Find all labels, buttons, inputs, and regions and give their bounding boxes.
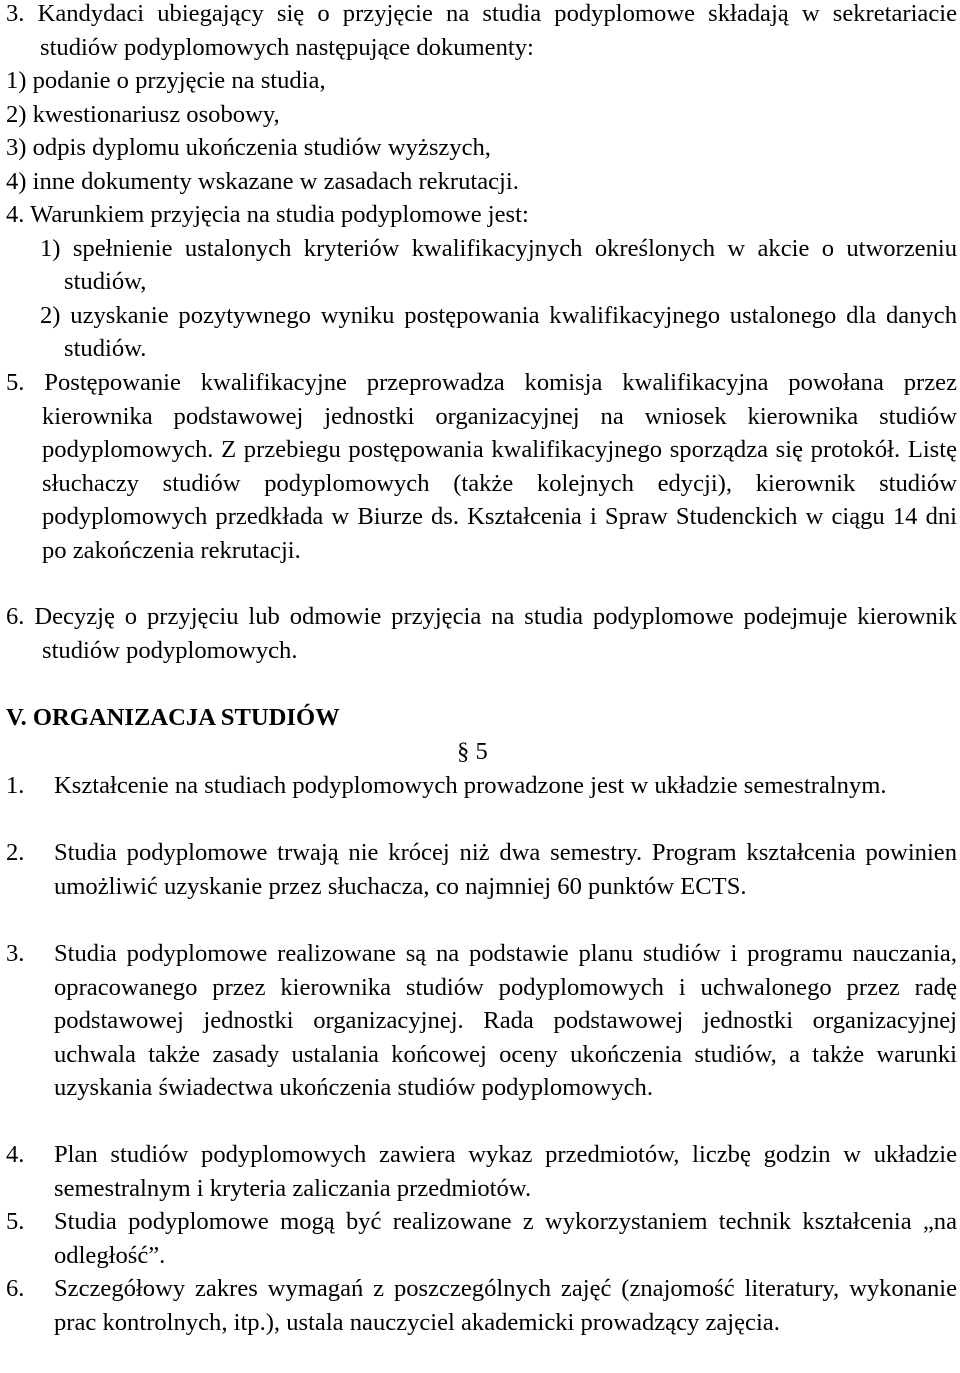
list-item: 3) odpis dyplomu ukończenia studiów wyższych, bbox=[6, 134, 491, 161]
section-6: 6. Decyzję o przyjęciu lub odmowie przyjęcia na studia podyplomowe podejmuje kierownik studiów podyplomowych. bbox=[6, 603, 957, 664]
item-number: 6. bbox=[6, 1275, 25, 1302]
item-number: 5. bbox=[6, 1208, 25, 1235]
item-text: Studia podyplomowe mogą być realizowane z wykorzystaniem technik kształcenia „na odległość”. bbox=[54, 1208, 957, 1269]
item-number: 1. bbox=[6, 772, 25, 799]
section-4 bbox=[6, 198, 957, 366]
list-item: 1) spełnienie ustalonych kryteriów kwalifikacyjnych określonych w akcie o utworzeniu studiów, bbox=[40, 234, 957, 295]
organization-item-4 bbox=[6, 1138, 957, 1205]
paragraph-mark: § 5 bbox=[457, 738, 488, 765]
item-text: Plan studiów podyplomowych zawiera wykaz przedmiotów, liczbę godzin w układzie semestralnym i kryteria zaliczania przedmiotów. bbox=[54, 1141, 957, 1202]
list-item: 2) uzyskanie pozytywnego wyniku postępowania kwalifikacyjnego ustalonego dla danych studiów. bbox=[40, 301, 957, 362]
section-5: 5. Postępowanie kwalifikacyjne przeprowadza komisja kwalifikacyjna powołana przez kierownika podstawowej jednostki organizacyjnej na wniosek kierownika studiów podyplomowych. Z przebiegu postępowania kwalifikacyjnego sporządza się protokół. Listę słuchaczy studiów podyplomowych (także kolejnych edycji), kierownik studiów podyplomowych przedkłada w Biurze ds. Kształcenia i Spraw Studenckich w ciągu 14 dni po zakończenia rekrutacji. bbox=[6, 369, 957, 564]
section-3-list bbox=[6, 64, 957, 198]
organization-item-6 bbox=[6, 1272, 957, 1339]
list-item: 1) podanie o przyjęcie na studia, bbox=[6, 67, 326, 94]
item-text: Szczegółowy zakres wymagań z poszczególnych zajęć (znajomość literatury, wykonanie prac kontrolnych, itp.), ustala nauczyciel akademicki prowadzący zajęcia. bbox=[54, 1275, 957, 1336]
item-text: Studia podyplomowe trwają nie krócej niż dwa semestry. Program kształcenia powinien umożliwić uzyskanie przez słuchacza, co najmniej 60 punktów ECTS. bbox=[54, 839, 957, 900]
organization-item-2 bbox=[6, 836, 957, 903]
section-3 bbox=[6, 0, 957, 198]
section-4-list bbox=[40, 232, 957, 366]
item-number: 4. bbox=[6, 1141, 25, 1168]
item-text: Studia podyplomowe realizowane są na podstawie planu studiów i programu nauczania, opracowanego przez kierownika studiów podyplomowych i uchwalonego przez radę podstawowej jednostki organizacyjnej. Rada podstawowej jednostki organizacyjnej uchwala także zasady ustalania końcowej oceny ukończenia studiów, a także warunki uzyskania świadectwa ukończenia studiów podyplomowych. bbox=[54, 940, 957, 1101]
organization-item-3 bbox=[6, 937, 957, 1105]
organization-item-5 bbox=[6, 1205, 957, 1272]
item-text: Kształcenie na studiach podyplomowych prowadzone jest w układzie semestralnym. bbox=[54, 772, 887, 799]
section-4-text: 4. Warunkiem przyjęcia na studia podyplomowe jest: bbox=[6, 201, 529, 228]
section-3-text: 3. Kandydaci ubiegający się o przyjęcie na studia podyplomowe składają w sekretariacie studiów podyplomowych następujące dokumenty: bbox=[6, 0, 957, 61]
list-item: 2) kwestionariusz osobowy, bbox=[6, 100, 280, 128]
item-number: 2. bbox=[6, 839, 25, 866]
chapter-title: V. ORGANIZACJA STUDIÓW bbox=[6, 704, 340, 731]
item-number: 3. bbox=[6, 940, 25, 967]
list-item: 4) inne dokumenty wskazane w zasadach rekrutacji. bbox=[6, 167, 519, 195]
organization-item-1 bbox=[6, 769, 957, 803]
